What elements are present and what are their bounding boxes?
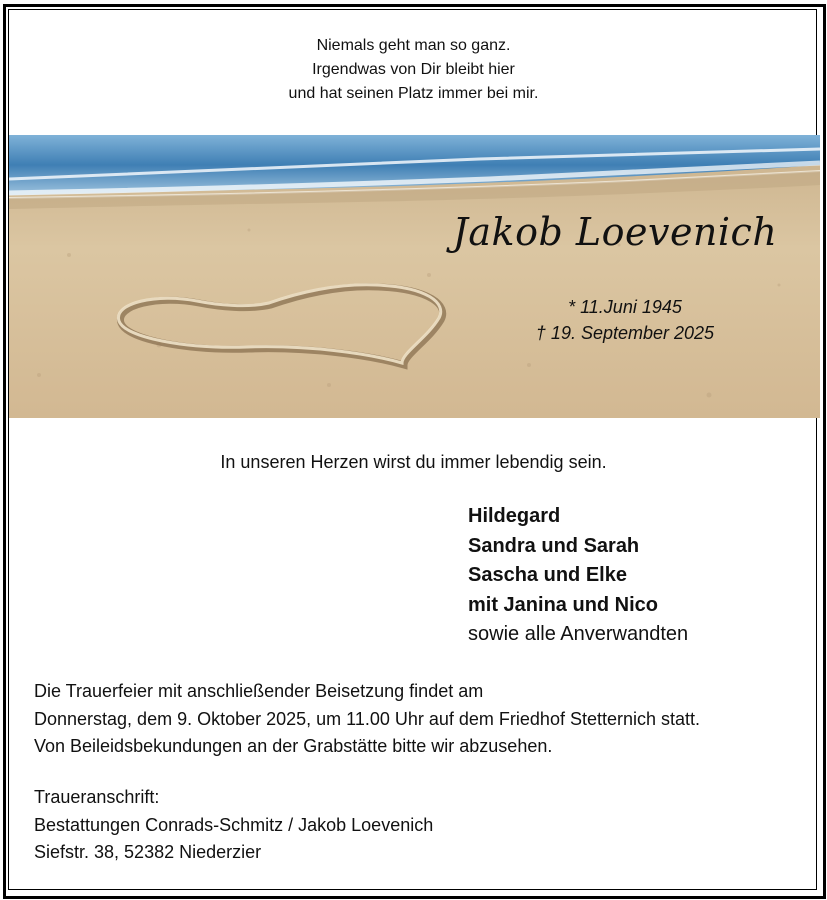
address-label: Traueranschrift: <box>34 787 160 807</box>
beach-heart-photo <box>9 135 820 418</box>
memorial-line: In unseren Herzen wirst du immer lebendig sein. <box>220 452 607 472</box>
address-line: Bestattungen Conrads-Schmitz / Jakob Loevenich <box>34 814 434 835</box>
family-member: Sandra und Sarah <box>468 534 640 557</box>
family-member: Sascha und Elke <box>468 564 627 586</box>
family-list <box>468 502 688 650</box>
ceremony-line: Die Trauerfeier mit anschließender Beisetzung findet am <box>34 681 484 701</box>
address-line: Siefstr. 38, 52382 Niederzier <box>34 842 262 862</box>
relatives-note: sowie alle Anverwandten <box>468 623 689 645</box>
ceremony-line: Donnerstag, dem 9. Oktober 2025, um 11.00 Uhr auf dem Friedhof Stetternich statt. <box>34 708 701 729</box>
deceased-name: Jakob Loevenich <box>452 210 778 254</box>
poem-line: und hat seinen Platz immer bei mir. <box>288 85 539 102</box>
mourning-address <box>34 784 433 867</box>
family-member: mit Janina und Nico <box>468 593 659 616</box>
life-dates <box>500 294 750 346</box>
family-member: Hildegard <box>468 505 561 527</box>
birth-date: * 11.Juni 1945 <box>568 297 682 317</box>
poem-line: Irgendwas von Dir bleibt hier <box>312 61 515 78</box>
ceremony-line: Von Beileidsbekundungen an der Grabstätte bitte wir abzusehen. <box>34 736 553 756</box>
ceremony-info <box>34 678 700 761</box>
poem <box>0 34 827 106</box>
death-date: † 19. September 2025 <box>535 323 715 343</box>
poem-line: Niemals geht man so ganz. <box>316 37 511 54</box>
